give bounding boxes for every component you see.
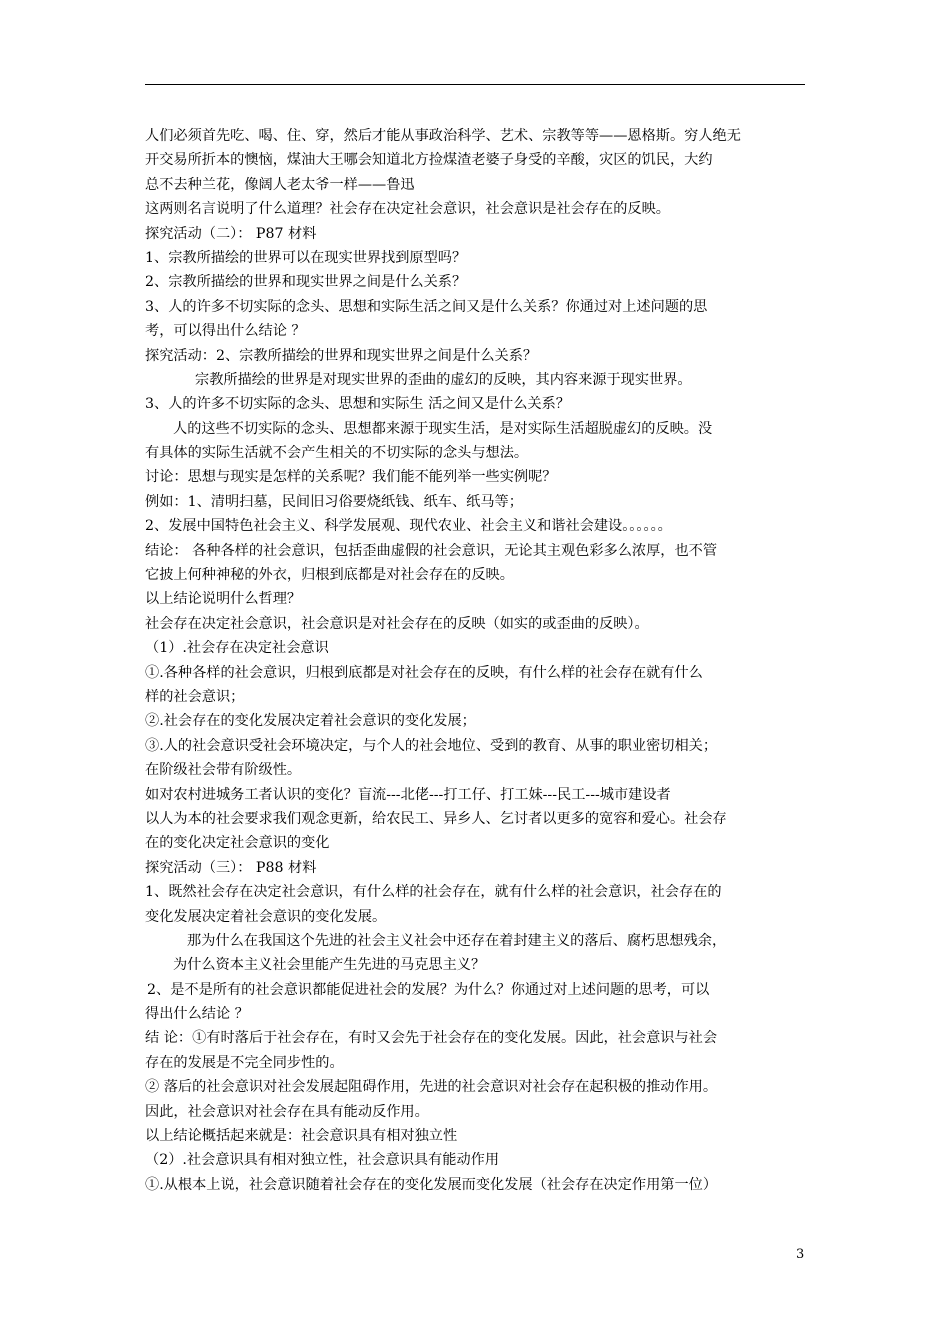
text-line: 结 论：①有时落后于社会存在，有时又会先于社会存在的变化发展。因此，社会意识与社会 bbox=[145, 1030, 718, 1047]
text-line: 2、发展中国特色社会主义、科学发展观、现代农业、社会主义和谐社会建设。。。。。。 bbox=[145, 518, 672, 535]
text-line: 为什么资本主义社会里能产生先进的马克思主义？ bbox=[173, 957, 486, 974]
text-line: 存在的发展是不完全同步性的。 bbox=[145, 1054, 344, 1071]
text-line: 样的社会意识； bbox=[145, 688, 245, 705]
text-line: 变化发展决定着社会意识的变化发展。 bbox=[145, 908, 387, 925]
text-line: 开交易所折本的懊恼，煤油大王哪会知道北方捡煤渣老婆子身受的辛酸，灾区的饥民，大约 bbox=[145, 152, 713, 169]
text-line: 2、宗教所描绘的世界和现实世界之间是什么关系？ bbox=[145, 274, 467, 291]
text-line: ①.从根本上说，社会意识随着社会存在的变化发展而变化发展（社会存在决定作用第一位） bbox=[145, 1176, 718, 1193]
text-line: ②.社会存在的变化发展决定着社会意识的变化发展； bbox=[145, 713, 476, 730]
text-line: 探究活动（二）： P87 材料 bbox=[145, 225, 317, 242]
text-line: 3、人的许多不切实际的念头、思想和实际生活之间又是什么关系？你通过对上述问题的思 bbox=[145, 298, 708, 315]
text-line: 宗教所描绘的世界是对现实世界的歪曲的虚幻的反映，其内容来源于现实世界。 bbox=[195, 371, 692, 388]
text-line: ② 落后的社会意识对社会发展起阻碍作用，先进的社会意识对社会存在起积极的推动作用。 bbox=[145, 1079, 718, 1096]
text-line: 这两则名言说明了什么道理？社会存在决定社会意识，社会意识是社会存在的反映。 bbox=[145, 201, 670, 218]
header-rule bbox=[145, 84, 805, 85]
text-line: 它披上何种神秘的外衣，归根到底都是对社会存在的反映。 bbox=[145, 567, 514, 584]
text-line: ①.各种各样的社会意识，归根到底都是对社会存在的反映，有什么样的社会存在就有什么 bbox=[145, 664, 703, 681]
text-line: 社会存在决定社会意识，社会意识是对社会存在的反映（如实的或歪曲的反映）。 bbox=[145, 615, 649, 632]
text-line: 以人为本的社会要求我们观念更新，给农民工、异乡人、乞讨者以更多的宽容和爱心。社会存 bbox=[145, 810, 727, 827]
text-line: 在阶级社会带有阶级性。 bbox=[145, 762, 302, 779]
text-line: 那为什么在我国这个先进的社会主义社会中还存在着封建主义的落后、腐朽思想残余， bbox=[187, 932, 727, 949]
text-line: 1、宗教所描绘的世界可以在现实世界找到原型吗？ bbox=[145, 249, 467, 266]
text-line: 3、人的许多不切实际的念头、思想和实际生 活之间又是什么关系？ bbox=[145, 396, 570, 413]
text-line: 如对农村进城务工者认识的变化？盲流---北佬---打工仔、打工妹---民工---城市建设者 bbox=[145, 786, 671, 803]
text-line: 1、既然社会存在决定社会意识，有什么样的社会存在，就有什么样的社会意识，社会存在的 bbox=[145, 884, 722, 901]
text-line: 在的变化决定社会意识的变化 bbox=[145, 835, 330, 852]
text-line: 人们必须首先吃、喝、住、穿，然后才能从事政治科学、艺术、宗教等等——恩格斯。穷人绝无 bbox=[145, 128, 741, 144]
text-line: 2、是不是所有的社会意识都能促进社会的发展？为什么？你通过对上述问题的思考，可以 bbox=[147, 981, 710, 998]
text-line: ③.人的社会意识受社会环境决定，与个人的社会地位、受到的教育、从事的职业密切相关； bbox=[145, 737, 718, 754]
text-line: （2）.社会意识具有相对独立性，社会意识具有能动作用 bbox=[145, 1152, 500, 1169]
text-line: 有具体的实际生活就不会产生相关的不切实际的念头与想法。 bbox=[145, 445, 529, 462]
text-line: 以上结论概括起来就是：社会意识具有相对独立性 bbox=[145, 1128, 458, 1145]
text-line: （1）.社会存在决定社会意识 bbox=[145, 640, 329, 657]
text-line: 结论： 各种各样的社会意识，包括歪曲虚假的社会意识，无论其主观色彩多么浓厚，也不管 bbox=[145, 542, 718, 559]
text-line: 讨论：思想与现实是怎样的关系呢？我们能不能列举一些实例呢？ bbox=[145, 469, 557, 486]
text-line: 例如：1、清明扫墓，民间旧习俗要烧纸钱、纸车、纸马等； bbox=[145, 493, 523, 510]
text-line: 人的这些不切实际的念头、思想都来源于现实生活，是对实际生活超脱虚幻的反映。没 bbox=[173, 420, 713, 437]
page-number: 3 bbox=[796, 1247, 805, 1262]
document-body bbox=[145, 124, 807, 1197]
text-line: 得出什么结论 ？ bbox=[145, 1006, 249, 1023]
text-line: 考，可以得出什么结论 ？ bbox=[145, 323, 306, 340]
text-line: 探究活动（三）： P88 材料 bbox=[145, 859, 317, 876]
text-line: 探究活动：2、宗教所描绘的世界和现实世界之间是什么关系？ bbox=[145, 347, 538, 364]
text-line: 以上结论说明什么哲理？ bbox=[145, 591, 302, 608]
text-line: 总不去种兰花，像阔人老太爷一样——鲁迅 bbox=[145, 176, 415, 193]
text-line: 因此，社会意识对社会存在具有能动反作用。 bbox=[145, 1103, 429, 1120]
